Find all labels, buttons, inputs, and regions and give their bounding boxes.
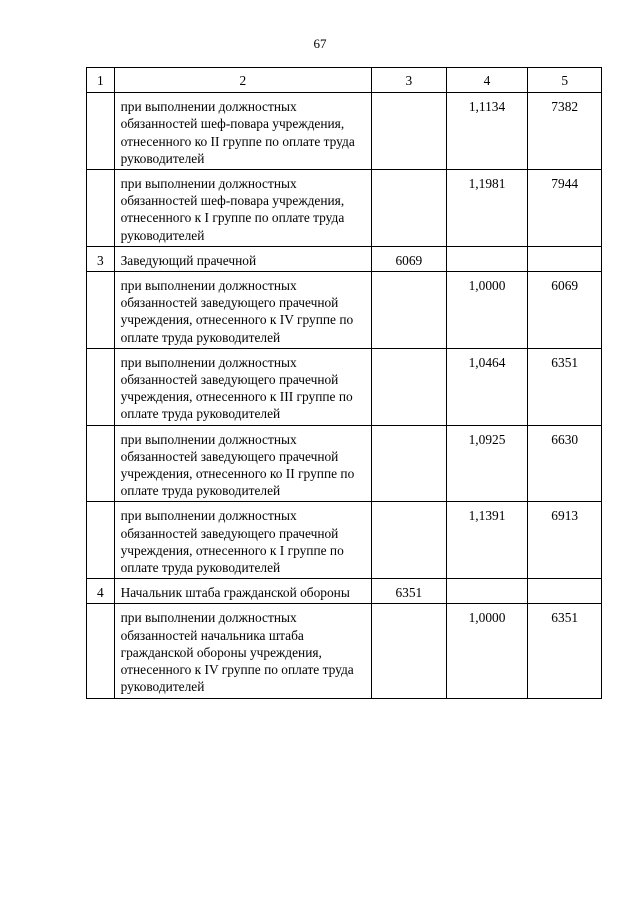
position-description-cell: при выполнении должностных обязанностей шеф-повара учреждения, отнесенного к I группе по оплате труда руководителей	[114, 170, 372, 247]
coefficient-cell: 1,1134	[446, 93, 528, 170]
salary-cell: 6630	[528, 425, 602, 502]
column-header: 3	[372, 68, 447, 93]
column-header: 4	[446, 68, 528, 93]
row-number-cell	[87, 425, 115, 502]
table-row	[87, 170, 602, 247]
position-description-cell: при выполнении должностных обязанностей начальника штаба гражданской обороны учреждения, отнесенного к IV группе по оплате труда руководителей	[114, 604, 372, 698]
table-row	[87, 425, 602, 502]
salary-cell: 7382	[528, 93, 602, 170]
row-number-cell: 3	[87, 246, 115, 271]
table-row	[87, 579, 602, 604]
table-row	[87, 604, 602, 698]
coefficient-cell: 1,0925	[446, 425, 528, 502]
salary-cell: 6351	[528, 348, 602, 425]
position-description-cell: при выполнении должностных обязанностей заведующего прачечной учреждения, отнесенного к IV группе по оплате труда руководителей	[114, 272, 372, 349]
base-salary-cell	[372, 502, 447, 579]
base-salary-cell	[372, 170, 447, 247]
coefficient-cell	[446, 246, 528, 271]
base-salary-cell	[372, 348, 447, 425]
table-row	[87, 93, 602, 170]
position-title-cell: Начальник штаба гражданской обороны	[114, 579, 372, 604]
salary-cell	[528, 246, 602, 271]
coefficient-cell: 1,0000	[446, 272, 528, 349]
salary-table	[86, 67, 602, 699]
position-description-cell: при выполнении должностных обязанностей заведующего прачечной учреждения, отнесенного ко II группе по оплате труда руководителей	[114, 425, 372, 502]
base-salary-cell: 6351	[372, 579, 447, 604]
position-description-cell: при выполнении должностных обязанностей заведующего прачечной учреждения, отнесенного к I группе по оплате труда руководителей	[114, 502, 372, 579]
salary-cell	[528, 579, 602, 604]
salary-cell: 6913	[528, 502, 602, 579]
row-number-cell	[87, 93, 115, 170]
column-header: 1	[87, 68, 115, 93]
base-salary-cell	[372, 93, 447, 170]
base-salary-cell	[372, 604, 447, 698]
column-header: 2	[114, 68, 372, 93]
row-number-cell	[87, 348, 115, 425]
position-title-cell: Заведующий прачечной	[114, 246, 372, 271]
base-salary-cell: 6069	[372, 246, 447, 271]
coefficient-cell: 1,1981	[446, 170, 528, 247]
position-description-cell: при выполнении должностных обязанностей шеф-повара учреждения, отнесенного ко II группе по оплате труда руководителей	[114, 93, 372, 170]
salary-cell: 6351	[528, 604, 602, 698]
table-header-row	[87, 68, 602, 93]
table-row	[87, 502, 602, 579]
row-number-cell	[87, 170, 115, 247]
table-row	[87, 272, 602, 349]
page-number: 67	[313, 36, 327, 51]
table-row	[87, 246, 602, 271]
base-salary-cell	[372, 272, 447, 349]
coefficient-cell	[446, 579, 528, 604]
salary-cell: 7944	[528, 170, 602, 247]
salary-cell: 6069	[528, 272, 602, 349]
table-row	[87, 348, 602, 425]
coefficient-cell: 1,0464	[446, 348, 528, 425]
row-number-cell	[87, 604, 115, 698]
base-salary-cell	[372, 425, 447, 502]
row-number-cell	[87, 502, 115, 579]
column-header: 5	[528, 68, 602, 93]
row-number-cell: 4	[87, 579, 115, 604]
coefficient-cell: 1,0000	[446, 604, 528, 698]
position-description-cell: при выполнении должностных обязанностей заведующего прачечной учреждения, отнесенного к III группе по оплате труда руководителей	[114, 348, 372, 425]
row-number-cell	[87, 272, 115, 349]
coefficient-cell: 1,1391	[446, 502, 528, 579]
